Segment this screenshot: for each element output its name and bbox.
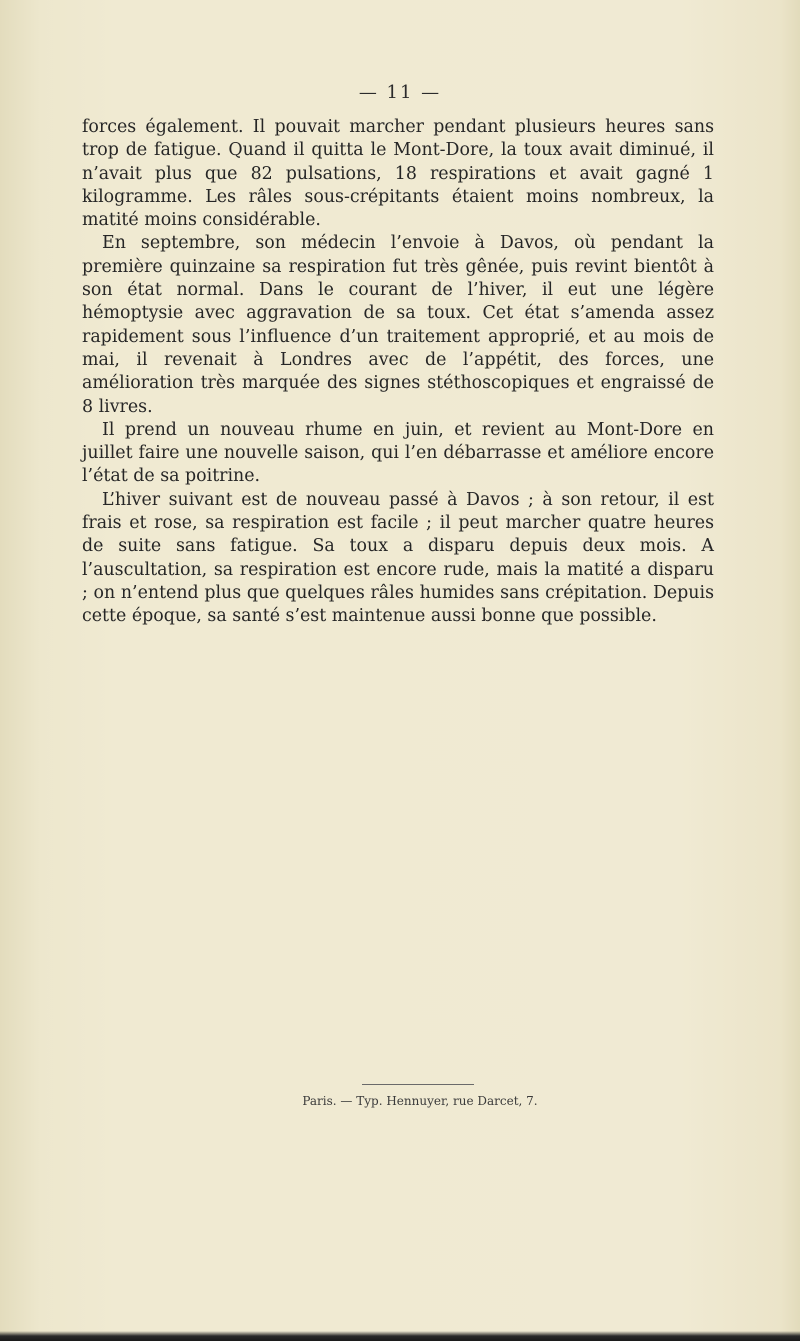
footer-divider: [362, 1084, 474, 1085]
paragraph-3: Il prend un nouveau rhume en juin, et revient au Mont-Dore en juillet faire une nouvelle saison, qui l’en débarrasse et améliore encore l’état de sa poitrine.: [82, 419, 714, 487]
scan-edge: [0, 1331, 800, 1341]
printer-imprint: Paris. — Typ. Hennuyer, rue Darcet, 7.: [302, 1094, 538, 1108]
paragraph-2: En septembre, son médecin l’envoie à Davos, où pendant la première quinzaine sa respiration fut très gênée, puis revint bientôt à son état normal. Dans le courant de l’hiver, il eut une légère hémoptysie avec aggravation de sa toux. Cet état s’amenda assez rapidement sous l’influence d’un traitement approprié, et au mois de mai, il revenait à Londres avec de l’appétit, des forces, une amélioration très marquée des signes stéthoscopiques et engraissé de 8 livres.: [82, 233, 714, 417]
paragraph-1: forces également. Il pouvait marcher pendant plusieurs heures sans trop de fatigue. Quand il quitta le Mont-Dore, la toux avait diminué, il n’avait plus que 82 pulsations, 18 respirations et avait gagné 1 kilogramme. Les râles sous-crépitants étaient moins nombreux, la matité moins considérable.: [82, 117, 714, 231]
paragraph-4: L’hiver suivant est de nouveau passé à Davos ; à son retour, il est frais et rose, sa respiration est facile ; il peut marcher quatre heures de suite sans fatigue. Sa toux a disparu depuis deux mois. A l’auscultation, sa respiration est encore rude, mais la matité a disparu ; on n’entend plus que quelques râles humides sans crépitation. Depuis cette époque, sa santé s’est maintenue aussi bonne que possible.: [82, 489, 714, 627]
page-number: — 11 —: [358, 82, 442, 103]
body-text: [82, 116, 714, 629]
